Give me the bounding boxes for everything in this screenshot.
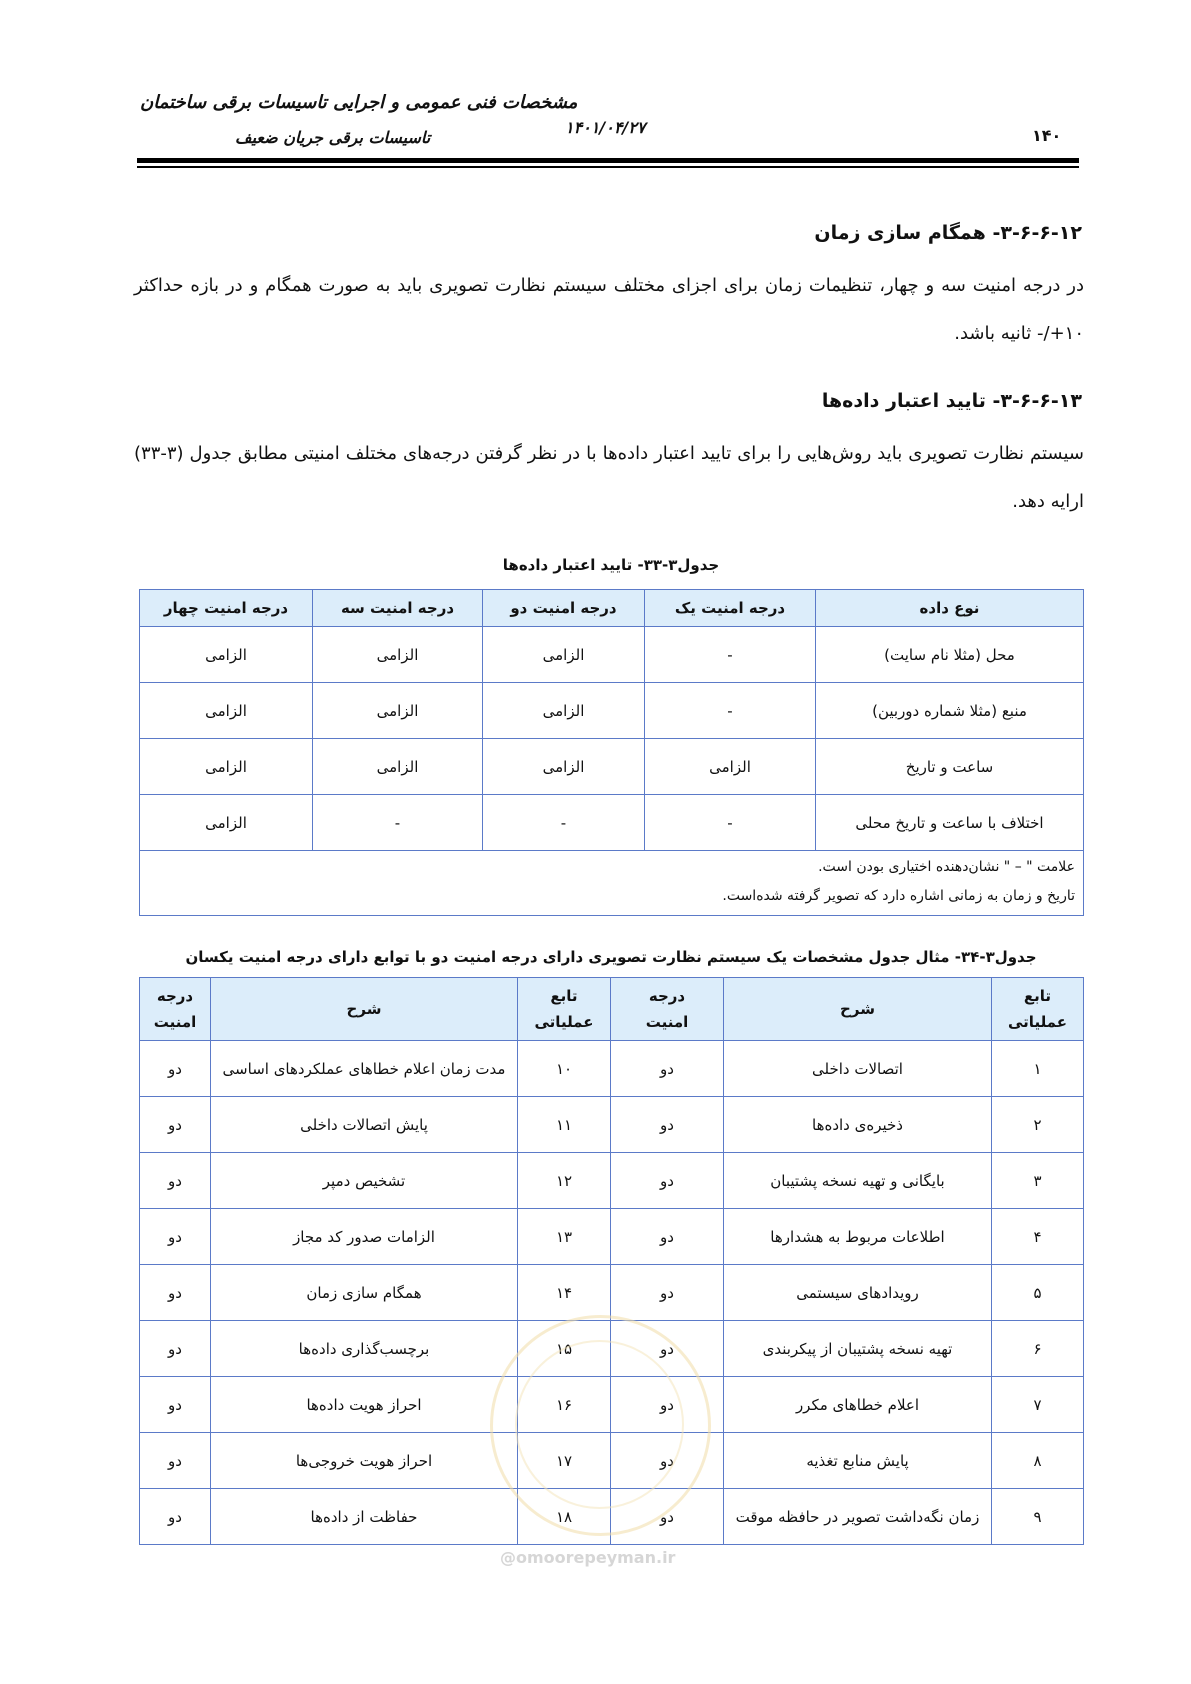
table-cell: - (645, 627, 816, 683)
table-cell: دو (611, 1377, 724, 1433)
table-row (140, 1097, 1084, 1153)
table-note-row (140, 851, 1084, 916)
table-cell: دو (140, 1377, 211, 1433)
table-cell: ۱۸ (518, 1489, 611, 1545)
table-cell: بایگانی و تهیه نسخه پشتیبان (724, 1153, 992, 1209)
table-cell: اختلاف با ساعت و تاریخ محلی (816, 795, 1084, 851)
table-cell: ۱۲ (518, 1153, 611, 1209)
watermark-text: @omoorepeyman.ir (500, 1548, 676, 1567)
table-cell: الزامی (313, 627, 483, 683)
table-cell: اعلام خطاهای مکرر (724, 1377, 992, 1433)
table-row (140, 1153, 1084, 1209)
table-cell: الزامات صدور کد مجاز (211, 1209, 518, 1265)
watermark-seal-inner (515, 1340, 684, 1509)
table-cell: ۷ (992, 1377, 1084, 1433)
table-cell: دو (611, 1433, 724, 1489)
table-cell: ۹ (992, 1489, 1084, 1545)
table-cell: - (483, 795, 645, 851)
table-row (140, 795, 1084, 851)
column-header: شرح (724, 978, 992, 1041)
section-paragraph-time-sync: در درجه امنیت سه و چهار، تنظیمات زمان برای اجزای مختلف سیستم نظارت تصویری باید به صورت همگام و در بازه حداکثر ۱۰+/- ثانیه باشد. (134, 275, 1084, 344)
document-date: ۱۴۰۱/۰۴/۲۷ (565, 118, 646, 137)
table-cell: ساعت و تاریخ (816, 739, 1084, 795)
table-cell: زمان نگه‌داشت تصویر در حافظه موقت (724, 1489, 992, 1545)
column-header: نوع داده (816, 590, 1084, 627)
document-title: مشخصات فنی عمومی و اجرایی تاسیسات برقی ساختمان (140, 92, 578, 113)
table-cell: ۱۷ (518, 1433, 611, 1489)
document-subtitle: تاسیسات برقی جریان ضعیف (235, 128, 431, 147)
table-cell: اطلاعات مربوط به هشدارها (724, 1209, 992, 1265)
table-cell: دو (611, 1153, 724, 1209)
header-divider (137, 158, 1079, 163)
column-header: درجه امنیت چهار (140, 590, 313, 627)
table-cell: الزامی (140, 627, 313, 683)
page-number: ۱۴۰ (1032, 126, 1062, 145)
table-cell: منبع (مثلا شماره دوربین) (816, 683, 1084, 739)
table-cell: مدت زمان اعلام خطاهای عملکردهای اساسی (211, 1041, 518, 1097)
table-row (140, 683, 1084, 739)
table-row (140, 1209, 1084, 1265)
table-cell: ۱۳ (518, 1209, 611, 1265)
table-cell: احراز هویت خروجی‌ها (211, 1433, 518, 1489)
table-cell: دو (611, 1097, 724, 1153)
table-row (140, 1041, 1084, 1097)
table-cell: ۲ (992, 1097, 1084, 1153)
table-cell: دو (140, 1433, 211, 1489)
table-cell: اتصالات داخلی (724, 1041, 992, 1097)
table-header-row (140, 978, 1084, 1041)
table-cell: الزامی (645, 739, 816, 795)
table-note-datetime: تاریخ و زمان به زمانی اشاره دارد که تصویر گرفته شده‌است. (722, 888, 1075, 904)
table-cell: ۱۰ (518, 1041, 611, 1097)
table-cell: دو (140, 1489, 211, 1545)
table-row (140, 739, 1084, 795)
table-cell: ۱ (992, 1041, 1084, 1097)
table-cell: دو (611, 1265, 724, 1321)
table-cell: دو (611, 1209, 724, 1265)
table-cell: ۱۴ (518, 1265, 611, 1321)
column-header: شرح (211, 978, 518, 1041)
column-header: درجه امنیت سه (313, 590, 483, 627)
table-cell: تشخیص دمپر (211, 1153, 518, 1209)
table-cell: ۶ (992, 1321, 1084, 1377)
table-cell: دو (140, 1321, 211, 1377)
table-cell: ۳ (992, 1153, 1084, 1209)
table-cell: الزامی (313, 739, 483, 795)
table-cell: ذخیره‌ی داده‌ها (724, 1097, 992, 1153)
column-header: تابع عملیاتی (992, 978, 1084, 1041)
table-cell: الزامی (483, 739, 645, 795)
table-cell: دو (611, 1321, 724, 1377)
table-cell: ۸ (992, 1433, 1084, 1489)
table-note (140, 851, 1084, 916)
column-header: درجه امنیت (140, 978, 211, 1041)
table-cell: ۱۵ (518, 1321, 611, 1377)
column-header: تابع عملیاتی (518, 978, 611, 1041)
section-paragraph-data-validation: سیستم نظارت تصویری باید روش‌هایی را برای تایید اعتبار داده‌ها با در نظر گرفتن درجه‌های مختلف امنیتی مطابق جدول (۳-۳۳) ارایه دهد. (134, 443, 1084, 512)
table-cell: ۱۱ (518, 1097, 611, 1153)
table-cell: محل (مثلا نام سایت) (816, 627, 1084, 683)
table-cell: همگام سازی زمان (211, 1265, 518, 1321)
table-cell: دو (140, 1265, 211, 1321)
table-cell: ۴ (992, 1209, 1084, 1265)
section-heading-data-validation: ۳-۶-۶-۱۳- تایید اعتبار داده‌ها (821, 390, 1082, 412)
table-cell: تهیه نسخه پشتیبان از پیکربندی (724, 1321, 992, 1377)
table-cell: الزامی (483, 627, 645, 683)
table-cell: حفاظت از داده‌ها (211, 1489, 518, 1545)
table-cell: دو (140, 1209, 211, 1265)
table-cell: ۵ (992, 1265, 1084, 1321)
table-cell: - (313, 795, 483, 851)
table-cell: - (645, 683, 816, 739)
table-cell: برچسب‌گذاری داده‌ها (211, 1321, 518, 1377)
table-cell: دو (140, 1041, 211, 1097)
column-header: درجه امنیت یک (645, 590, 816, 627)
table-33-caption: جدول۳-۳۳- تایید اعتبار داده‌ها (502, 556, 720, 574)
table-header-row (140, 590, 1084, 627)
table-34-caption: جدول۳-۳۴- مثال جدول مشخصات یک سیستم نظارت تصویری دارای درجه امنیت دو با توابع دارای درجه امنیت یکسان (185, 948, 1037, 966)
table-cell: احراز هویت داده‌ها (211, 1377, 518, 1433)
table-cell: پایش منابع تغذیه (724, 1433, 992, 1489)
table-cell: دو (140, 1153, 211, 1209)
table-33 (139, 589, 1084, 916)
table-cell: پایش اتصالات داخلی (211, 1097, 518, 1153)
table-row (140, 627, 1084, 683)
table-cell: دو (611, 1489, 724, 1545)
table-cell: دو (611, 1041, 724, 1097)
table-cell: الزامی (140, 739, 313, 795)
header-divider-thin (137, 166, 1079, 168)
table-note-optional: علامت " – " نشان‌دهنده اختیاری بودن است. (818, 859, 1075, 875)
section-heading-time-sync: ۳-۶-۶-۱۲- همگام سازی زمان (814, 222, 1082, 244)
table-row (140, 1265, 1084, 1321)
table-cell: ۱۶ (518, 1377, 611, 1433)
table-cell: الزامی (483, 683, 645, 739)
column-header: درجه امنیت (611, 978, 724, 1041)
table-cell: - (645, 795, 816, 851)
table-cell: الزامی (140, 683, 313, 739)
table-cell: الزامی (313, 683, 483, 739)
table-cell: الزامی (140, 795, 313, 851)
table-cell: دو (140, 1097, 211, 1153)
table-cell: رویدادهای سیستمی (724, 1265, 992, 1321)
column-header: درجه امنیت دو (483, 590, 645, 627)
